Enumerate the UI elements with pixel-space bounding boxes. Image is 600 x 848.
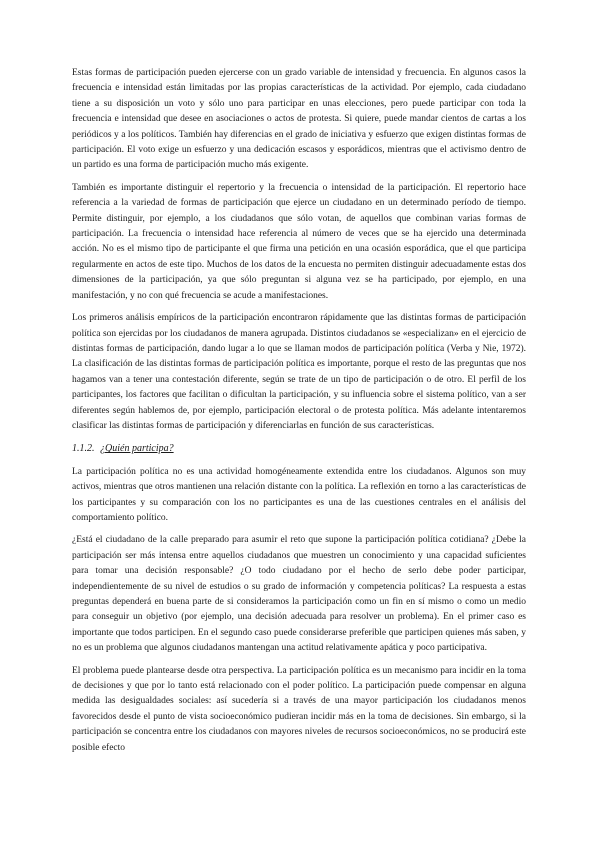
paragraph-repertoire: También es importante distinguir el repertorio y la frecuencia o intensidad de la participación. El repertorio hace referencia a la variedad de formas de participación que ejerce un ciudadano en un determinado período de tiempo. Permite distinguir, por ejemplo, a los ciudadanos que sólo votan, de aquellos que combinan varias formas de participación. La frecuencia o intensidad hace referencia al número de veces que se ha ejercido una determinada acción. No es el mismo tipo de participante el que firma una petición en una ocasión esporádica, que el que participa regularmente en actos de este tipo. Muchos de los datos de la encuesta no permiten distinguir adecuadamente estas dos dimensiones de la participación, ya que sólo preguntan si alguna vez se ha participado, por ejemplo, en una manifestación, y no con qué frecuencia se acude a manifestaciones. (72, 182, 526, 301)
section-heading (72, 441, 526, 456)
paragraph-intensity-frequency: Estas formas de participación pueden ejercerse con un grado variable de intensidad y frecuencia. En algunos casos la frecuencia e intensidad están limitadas por las propias características de la actividad. Por ejemplo, cada ciudadano tiene a su disposición un voto y sólo uno para participar en unas elecciones, pero puede participar con toda la frecuencia e intensidad que desee en asociaciones o actos de protesta. Si quiere, puede mandar cientos de cartas a los periódicos y a los políticos. También hay diferencias en el grado de iniciativa y esfuerzo que exigen distintas formas de participación. El voto exige un esfuerzo y una dedicación escasos y esporádicos, mientras que el activismo dentro de un partido es una forma de participación mucho más exigente. (72, 68, 526, 171)
paragraph-participation-modes: Los primeros análisis empíricos de la participación encontraron rápidamente que las distintas formas de participación política son ejercidas por los ciudadanos de manera agrupada. Distintos ciudadanos se «especializan» en el ejercicio de distintas formas de participación, dando lugar a lo que se llaman modos de participación política (Verba y Nie, 1972). La clasificación de las distintas formas de participación política es importante, porque el resto de las preguntas que nos hagamos van a tener una contestación diferente, según se trate de un tipo de participación o de otro. El perfil de los participantes, los factores que facilitan o dificultan la participación, y su influencia sobre el sistema político, van a ser diferentes según hablemos de, por ejemplo, participación electoral o de protesta política. Más adelante intentaremos clasificar las distintas formas de participación y diferenciarlas en función de sus características. (72, 313, 526, 431)
paragraph-questions: ¿Está el ciudadano de la calle preparado para asumir el reto que supone la participación política cotidiana? ¿Debe la participación ser más intensa entre aquellos ciudadanos que muestren un conocimiento y una capacidad suficientes para tomar una decisión responsable? ¿O todo ciudadano por el hecho de serlo debe poder participar, independientemente de su nivel de estudios o su grado de información y competencia políticas? La respuesta a estas preguntas dependerá en buena parte de si consideramos la participación como un fin en sí mismo o como un medio para conseguir un objetivo (por ejemplo, una decisión adecuada para resolver un problema). En el primer caso es importante que todos participen. En el segundo caso puede considerarse preferible que participen quienes más saben, y no es un problema que algunos ciudadanos mantengan una actitud relativamente apática y poco participativa. (72, 535, 526, 654)
paragraph-who-participates: La participación política no es una actividad homogéneamente extendida entre los ciudadanos. Algunos son muy activos, mientras que otros mantienen una relación distante con la política. La reflexión en torno a las características de los participantes y su comparación con los no participantes es una de las cuestiones centrales en el análisis del comportamiento político. (72, 466, 526, 523)
section-number: 1.1.2. (72, 443, 95, 455)
paragraph-perspective: El problema puede plantearse desde otra perspectiva. La participación política es un mecanismo para incidir en la toma de decisiones y que por lo tanto está relacionado con el poder político. La participación puede compensar en alguna medida las desigualdades sociales: así sucedería si a través de una mayor participación los ciudadanos menos favorecidos desde el punto de vista socioeconómico pudieran incidir más en la toma de decisiones. Sin embargo, si la participación se concentra entre los ciudadanos con mayores niveles de recursos socioeconómicos, no se producirá este posible efecto (72, 665, 526, 753)
document-body (72, 66, 526, 763)
section-title: ¿Quién participa? (100, 443, 174, 455)
